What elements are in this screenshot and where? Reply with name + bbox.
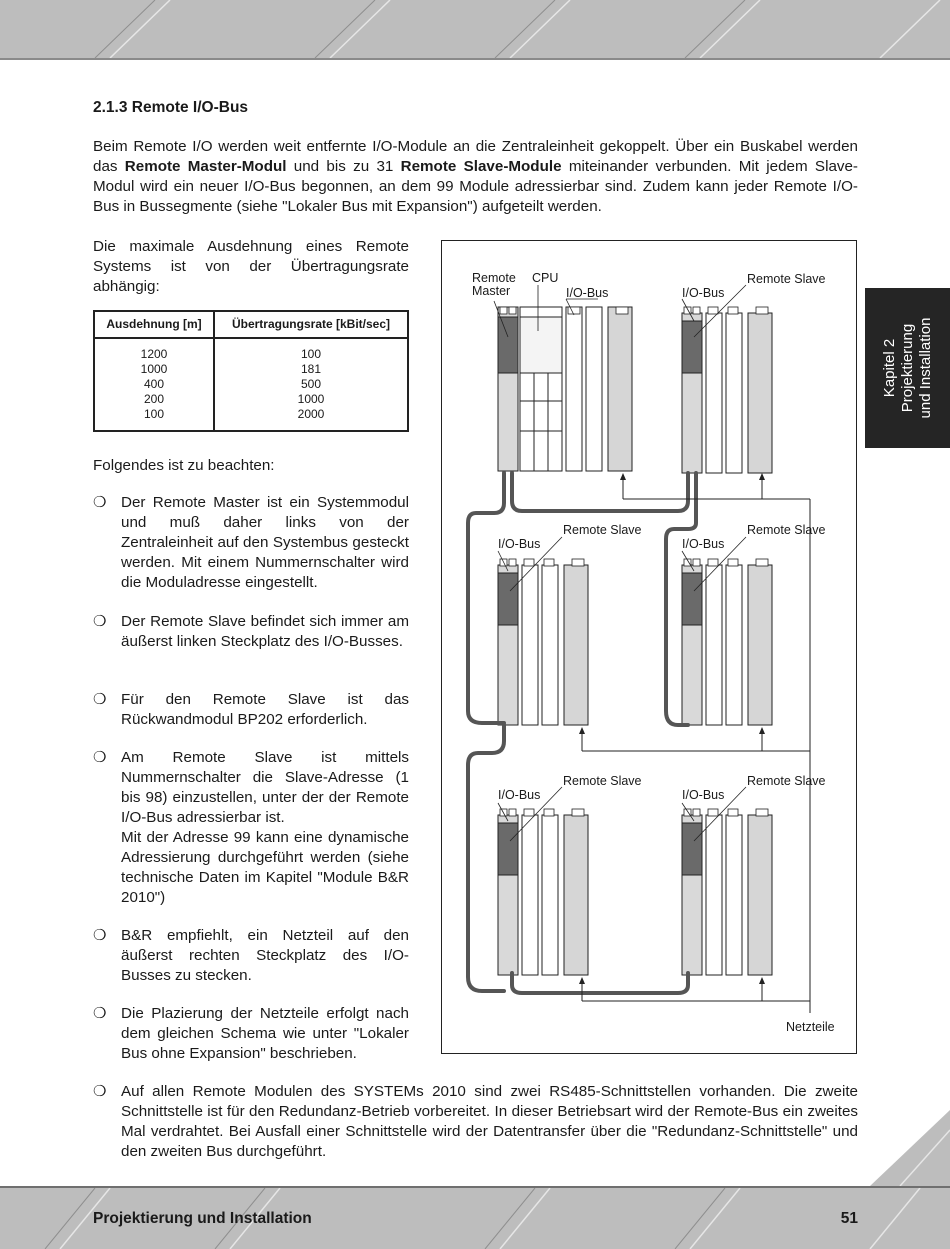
bullet-item: ❍ Der Remote Master ist ein Systemmodul und muß daher links von der Zentraleinheit auf den Systembus gesteckt werden. Mit einem Nummernschalter wird die Moduladresse eingestellt. <box>93 494 409 591</box>
label-remote-slave: Remote Slave <box>563 523 642 537</box>
label-io-bus: I/O-Bus <box>682 286 725 300</box>
master-rack <box>498 307 632 471</box>
bullet-circle-icon: ❍ <box>93 494 107 511</box>
col-header-range: Ausdehnung [m] <box>94 311 214 338</box>
note-heading: Folgendes ist zu beachten: <box>93 457 275 474</box>
header-stripes <box>0 0 950 58</box>
range-intro: Die maximale Ausdehnung eines Remote Systems ist von der Übertragungsrate abhängig: <box>93 238 409 295</box>
table-row: 200 1000 <box>94 392 408 407</box>
table-row: 1000 181 <box>94 362 408 377</box>
bullet-item: ❍ Auf allen Remote Modulen des SYSTEMs 2010 sind zwei RS485-Schnittstellen vorhanden. Die zweite Schnittstelle ist für den Redundanz-Betrieb vorbereitet. In dieser Betriebsart wird der Remote-Bus ein zweites Mal verdrahtet. Bei Ausfall einer Schnittstelle wird der Datentransfer über die "Redundanz-Schnittstelle" und den zweiten Bus durchgeführt. <box>93 1083 858 1160</box>
label-remote-slave: Remote Slave <box>747 523 826 537</box>
table-row: 100 2000 <box>94 407 408 431</box>
bullet-item: ❍ Die Plazierung der Netzteile erfolgt nach dem gleichen Schema wie unter "Lokaler Bus ohne Expansion" beschrieben. <box>93 1005 409 1062</box>
label-io-bus: I/O-Bus <box>498 537 541 551</box>
table-row: 400 500 <box>94 377 408 392</box>
label-io-bus: I/O-Bus <box>566 286 609 300</box>
chapter-tab: Kapitel 2 Projektierung und Installation <box>865 288 950 448</box>
label-netzteile: Netzteile <box>786 1020 835 1034</box>
label-remote-slave: Remote Slave <box>747 774 826 788</box>
diagram-graphic <box>442 241 858 1055</box>
bullet-circle-icon: ❍ <box>93 1083 107 1100</box>
label-io-bus: I/O-Bus <box>682 537 725 551</box>
bullet-item: ❍ B&R empfiehlt, ein Netzteil auf den äußerst rechten Steckplatz des I/O-Busses zu stecken. <box>93 927 409 984</box>
label-remote-master: Remote Master <box>472 271 516 298</box>
corner-decoration <box>870 1110 950 1186</box>
remote-bus-diagram <box>441 240 857 1054</box>
bullet-circle-icon: ❍ <box>93 691 107 708</box>
footer-title: Projektierung und Installation <box>93 1210 312 1227</box>
bullet-item: ❍ Für den Remote Slave ist das Rückwandmodul BP202 erforderlich. <box>93 691 409 728</box>
col-header-rate: Übertragungsrate [kBit/sec] <box>214 311 408 338</box>
intro-paragraph: Beim Remote I/O werden weit entfernte I/O-Module an die Zentraleinheit gekoppelt. Über ein Buskabel werden das Remote Master-Modul und bis zu 31 Remote Slave-Module miteinander verbunden. Mit jedem Slave-Modul wird ein neuer I/O-Bus begonnen, an dem 99 Module adressierbar sind. Zudem kann jeder Remote I/O-Bus in Bussegmente (siehe "Lokaler Bus mit Expansion") aufgeteilt werden. <box>93 138 858 215</box>
bullet-circle-icon: ❍ <box>93 613 107 630</box>
bullet-item: ❍ Der Remote Slave befindet sich immer am äußerst linken Steckplatz des I/O-Busses. <box>93 613 409 650</box>
page-number: 51 <box>840 1210 858 1227</box>
label-io-bus: I/O-Bus <box>498 788 541 802</box>
table-row: 1200 100 <box>94 338 408 362</box>
label-cpu: CPU <box>532 271 559 285</box>
header-band <box>0 0 950 60</box>
label-io-bus: I/O-Bus <box>682 788 725 802</box>
bullet-circle-icon: ❍ <box>93 927 107 944</box>
bullet-item: ❍ Am Remote Slave ist mittels Nummernschalter die Slave-Adresse (1 bis 98) einzustellen, unter der der Remote I/O-Bus adressierbar ist. Mit der Adresse 99 kann eine dynamische Adressierung durchgeführt werden (siehe technische Daten im Kapitel "Module B&R 2010") <box>93 749 409 906</box>
label-remote-slave: Remote Slave <box>747 272 826 286</box>
bullet-circle-icon: ❍ <box>93 749 107 766</box>
rate-table <box>93 310 409 432</box>
label-remote-slave: Remote Slave <box>563 774 642 788</box>
bullet-circle-icon: ❍ <box>93 1005 107 1022</box>
section-heading: 2.1.3 Remote I/O-Bus <box>93 99 249 116</box>
